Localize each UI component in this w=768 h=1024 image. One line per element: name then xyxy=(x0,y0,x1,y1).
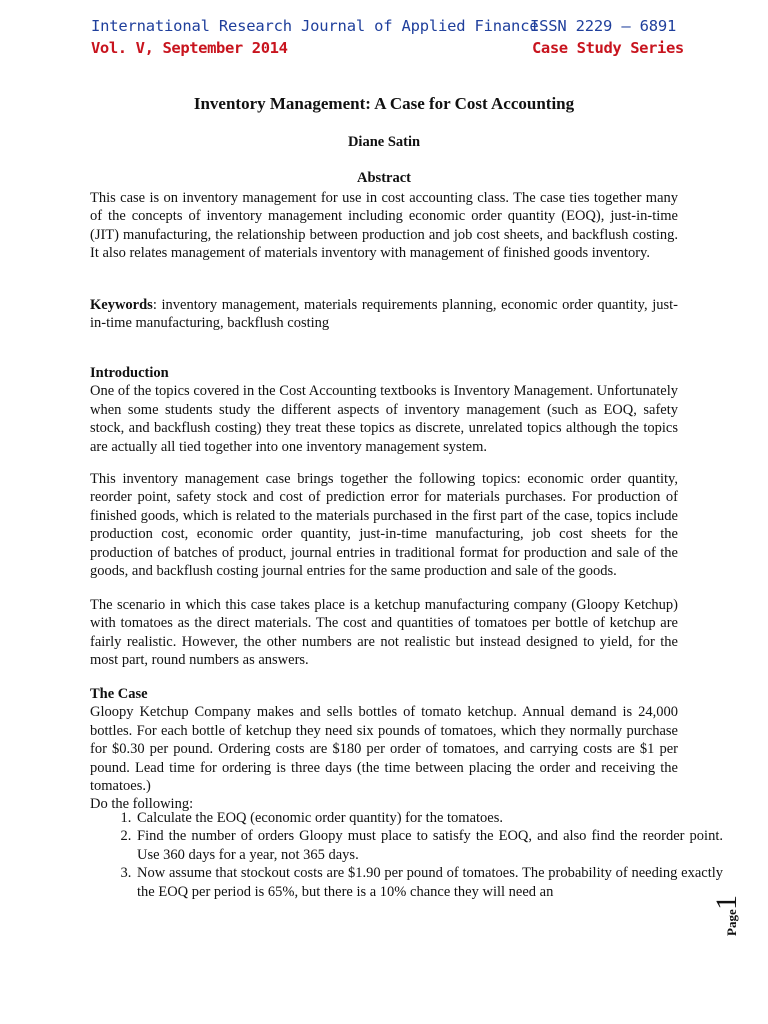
case-lead-in: Do the following: xyxy=(90,796,194,813)
keywords-text: : inventory management, materials requirements planning, economic order quantity, just-in-time manufacturing, backflush costing xyxy=(90,297,678,332)
author-name: Diane Satin xyxy=(347,134,421,150)
abstract-heading: Abstract xyxy=(357,170,411,186)
case-heading: The Case xyxy=(90,686,148,702)
list-item: 2. Find the number of orders Gloopy must place to satisfy the EOQ, and also find the reorder point. Use 360 days for a year, not 365 days. xyxy=(135,827,723,864)
issn: ISSN 2229 – 6891 xyxy=(530,17,677,35)
introduction-section xyxy=(90,364,678,456)
intro-paragraph-3: The scenario in which this case takes place is a ketchup manufacturing company (Gloopy Ketchup) with tomatoes as the direct materials. The cost and quantities of tomatoes per bottle of ketchup are fairly realistic. However, the other numbers are not realistic but instead designed to yield, for the most part, round numbers as answers. xyxy=(90,597,678,669)
list-item: 1. Calculate the EOQ (economic order quantity) for the tomatoes. xyxy=(135,809,723,827)
page-label: Page xyxy=(724,909,739,936)
page-number-marker xyxy=(710,880,746,940)
keywords-label: Keywords xyxy=(90,297,153,313)
series-name: Case Study Series xyxy=(532,39,684,57)
introduction-heading: Introduction xyxy=(90,365,169,381)
case-text: Gloopy Ketchup Company makes and sells bottles of tomato ketchup. Annual demand is 24,000 bottles. For each bottle of ketchup they need six pounds of tomatoes, which they normally purchase for $0.30 per pound. Ordering costs are $180 per order of tomatoes, and carrying costs are $1 per pound. Lead time for ordering is three days (the time between placing the order and receiving the tomatoes.) xyxy=(90,704,678,795)
intro-paragraph-2-block xyxy=(90,470,678,580)
journal-name: International Research Journal of Applied Finance xyxy=(91,17,539,35)
abstract-body xyxy=(90,189,678,263)
case-section xyxy=(90,685,678,814)
keywords-block xyxy=(90,296,678,333)
abstract-text: This case is on inventory management for use in cost accounting class. The case ties together many of the concepts of inventory management including economic order quantity (EOQ), just-in-time (JIT) manufacturing, the relationship between production and job cost sheets, and backflush costing. It also relates management of materials inventory with management of finished goods inventory. xyxy=(90,190,678,262)
intro-paragraph-1: One of the topics covered in the Cost Accounting textbooks is Inventory Management. Unfortunately when some students study the different aspects of inventory management (such as EOQ, safety stock, and backflush costing) they treat these topics as discrete, unrelated topics although the topics are actually all tied together into one inventory management system. xyxy=(90,383,678,455)
intro-paragraph-2: This inventory management case brings together the following topics: economic order quantity, reorder point, safety stock and cost of prediction error for materials purchases. For production of finished goods, which is related to the materials purchased in the first part of the case, topics include production cost, economic order quantity, just-in-time manufacturing, job cost sheets for the production of batches of product, journal entries in traditional format for production and sale of the goods, and backflush costing journal entries for the same production and sale of the goods. xyxy=(90,471,678,580)
volume-date: Vol. V, September 2014 xyxy=(91,39,288,57)
intro-paragraph-3-block xyxy=(90,596,678,670)
page-number: 1 xyxy=(710,895,743,910)
task-list xyxy=(90,809,723,901)
paper-title: Inventory Management: A Case for Cost Accounting xyxy=(193,94,575,113)
list-item: 3. Now assume that stockout costs are $1.90 per pound of tomatoes. The probability of needing exactly the EOQ per period is 65%, but there is a 10% chance they will need an xyxy=(135,864,723,901)
